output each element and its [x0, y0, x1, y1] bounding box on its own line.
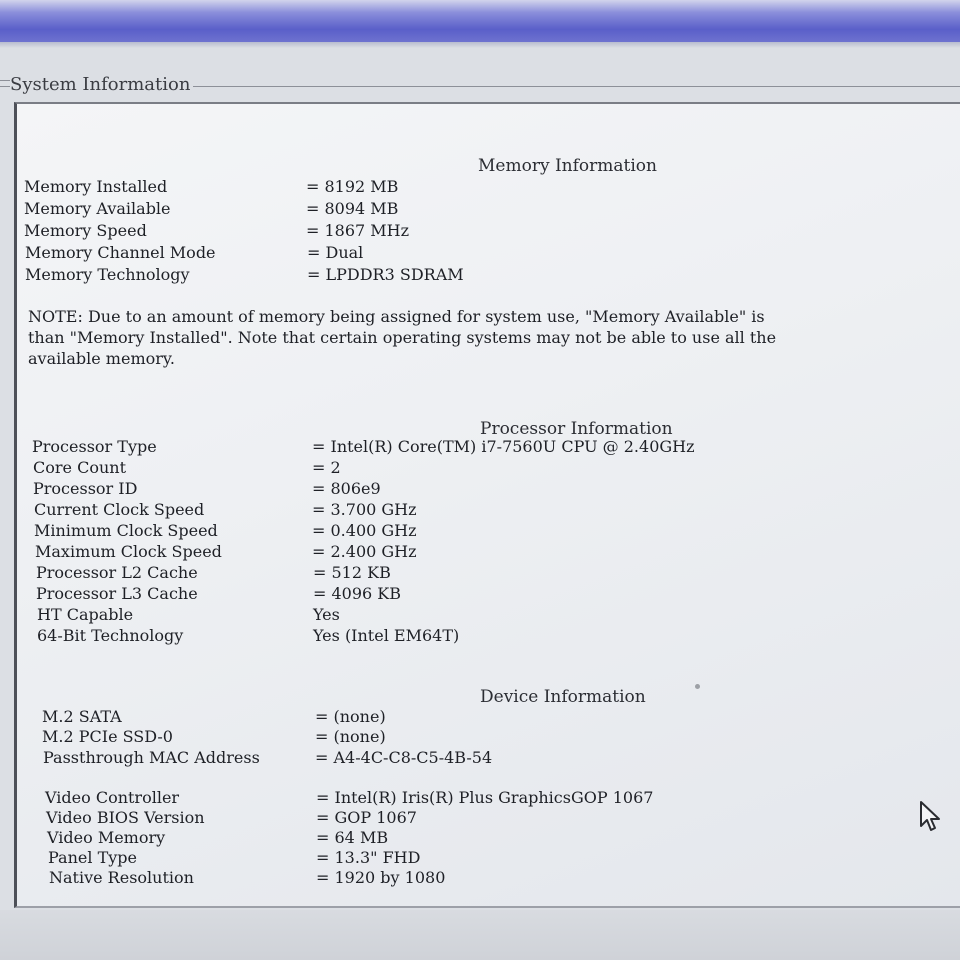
processor-value: = 2 [312, 458, 341, 477]
video-value: = 64 MB [316, 828, 389, 847]
memory-note-line: available memory. [28, 349, 175, 368]
processor-section-title: Processor Information [480, 419, 673, 439]
processor-value: = 806e9 [312, 479, 381, 498]
memory-value: = LPDDR3 SDRAM [307, 265, 464, 284]
memory-value: = 1867 MHz [306, 221, 410, 240]
title-bar [0, 0, 960, 42]
memory-label: Memory Available [24, 199, 171, 218]
device-value: = A4-4C-C8-C5-4B-54 [315, 748, 493, 767]
memory-section-title: Memory Information [478, 156, 657, 176]
processor-value: = 512 KB [313, 563, 391, 582]
memory-label: Memory Technology [25, 265, 190, 284]
memory-note-line: than "Memory Installed". Note that certain operating systems may not be able to use all the [28, 328, 777, 347]
processor-label: Maximum Clock Speed [35, 542, 222, 561]
video-value: = GOP 1067 [316, 808, 417, 827]
memory-note-line: NOTE: Due to an amount of memory being assigned for system use, "Memory Available" is [28, 307, 765, 326]
processor-label: Minimum Clock Speed [34, 521, 218, 540]
memory-label: Memory Speed [24, 221, 147, 240]
video-value: = Intel(R) Iris(R) Plus GraphicsGOP 1067 [316, 788, 654, 807]
processor-value: = 2.400 GHz [312, 542, 417, 561]
footer-area [0, 910, 960, 960]
device-label: Passthrough MAC Address [43, 748, 260, 767]
device-value: = (none) [315, 707, 386, 726]
processor-label: Processor Type [32, 437, 157, 456]
device-label: M.2 PCIe SSD-0 [42, 727, 173, 746]
video-label: Video BIOS Version [46, 808, 205, 827]
memory-label: Memory Channel Mode [25, 243, 216, 262]
video-label: Panel Type [48, 848, 137, 867]
screen-speck [695, 684, 700, 689]
processor-value: = 0.400 GHz [312, 521, 417, 540]
processor-label: Processor L3 Cache [36, 584, 198, 603]
device-value: = (none) [315, 727, 386, 746]
video-label: Video Memory [47, 828, 166, 847]
video-label: Native Resolution [49, 868, 194, 887]
processor-value: = Intel(R) Core(TM) i7-7560U CPU @ 2.40GHz [312, 437, 695, 456]
memory-label: Memory Installed [24, 177, 168, 196]
video-value: = 13.3" FHD [316, 848, 421, 867]
processor-value: = 4096 KB [313, 584, 402, 603]
device-label: M.2 SATA [42, 707, 122, 726]
processor-label: 64-Bit Technology [37, 626, 184, 645]
groupbox-border-left [0, 80, 10, 81]
memory-value: = Dual [307, 243, 364, 262]
video-value: = 1920 by 1080 [316, 868, 446, 887]
device-section-title: Device Information [480, 687, 646, 707]
processor-label: Current Clock Speed [34, 500, 205, 519]
processor-value: = 3.700 GHz [312, 500, 417, 519]
video-label: Video Controller [45, 788, 180, 807]
memory-value: = 8094 MB [306, 199, 399, 218]
processor-label: Processor L2 Cache [36, 563, 198, 582]
title-bar-shadow [0, 42, 960, 48]
groupbox-title: System Information [10, 74, 193, 96]
processor-value: Yes (Intel EM64T) [313, 626, 460, 645]
memory-note [28, 306, 960, 369]
mouse-pointer-icon [918, 800, 944, 834]
processor-label: HT Capable [37, 605, 134, 624]
processor-label: Processor ID [33, 479, 138, 498]
memory-value: = 8192 MB [306, 177, 399, 196]
processor-value: Yes [313, 605, 340, 624]
processor-label: Core Count [33, 458, 126, 477]
